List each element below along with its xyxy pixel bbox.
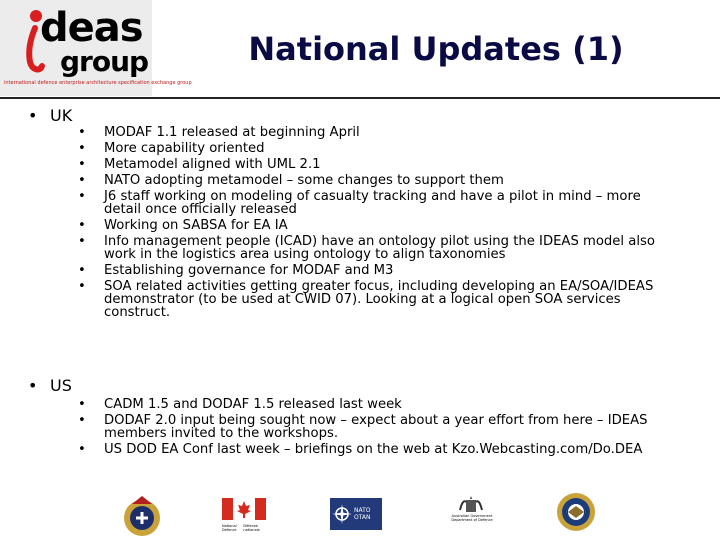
nato-logo	[330, 498, 382, 530]
canada-text-en: National Defence	[222, 524, 237, 532]
list-item: • Establishing governance for MODAF and M3	[78, 263, 394, 278]
us-list	[76, 398, 676, 459]
list-item: • Working on SABSA for EA IA	[78, 218, 288, 233]
list-item: • NATO adopting metamodel – some changes to support them	[78, 173, 504, 188]
nato-compass-icon	[330, 502, 354, 526]
section-label-uk: UK	[50, 106, 73, 125]
page-title: National Updates (1)	[248, 30, 624, 68]
slide-header	[0, 0, 720, 100]
australia-crest-icon	[458, 496, 484, 514]
list-item: • SOA related activities getting greater focus, including developing an EA/SOA/IDEAS demonstrator (to be used at CWID 07). Looking at a logical open SOA services construct.	[78, 279, 654, 320]
list-item: • MODAF 1.1 released at beginning April	[78, 125, 360, 140]
list-item: • J6 staff working on modeling of casualty tracking and have a pilot in mind – more detail once officially released	[78, 189, 641, 217]
us-dod-seal-icon	[556, 492, 596, 532]
bullet-dot: •	[28, 106, 38, 125]
list-item: • More capability oriented	[78, 141, 265, 156]
canada-flag-icon	[222, 498, 266, 520]
bullet-dot: •	[28, 376, 38, 395]
canada-dnd-logo	[222, 498, 266, 538]
section-label-us: US	[50, 376, 72, 395]
nato-text: NATO OTAN	[354, 507, 371, 521]
title-area	[152, 0, 720, 96]
logo-tagline: international defence enterprise architecture specification exchange group	[4, 80, 192, 86]
list-item: • DODAF 2.0 input being sought now – expect about a year effort from here – IDEAS members invited to the workshops.	[78, 413, 648, 441]
uk-mod-crest-icon	[120, 494, 164, 538]
logo-word-group: group	[60, 45, 149, 78]
header-divider	[0, 97, 720, 99]
uk-list	[76, 126, 676, 322]
australia-dod-logo	[446, 496, 498, 528]
canada-text-fr: Défense nationale	[243, 524, 260, 532]
list-item: • CADM 1.5 and DODAF 1.5 released last week	[78, 397, 402, 412]
australia-text: Australian Government Department of Defence	[451, 514, 493, 522]
footer-logos	[0, 486, 720, 540]
ideas-group-logo	[0, 0, 192, 96]
logo-word-deas: deas	[40, 5, 143, 51]
list-item: • Metamodel aligned with UML 2.1	[78, 157, 321, 172]
list-item: • US DOD EA Conf last week – briefings on the web at Kzo.Webcasting.com/Do.DEA	[78, 442, 643, 457]
list-item: • Info management people (ICAD) have an ontology pilot using the IDEAS model also work in the logistics area using ontology to align taxonomies	[78, 234, 655, 262]
